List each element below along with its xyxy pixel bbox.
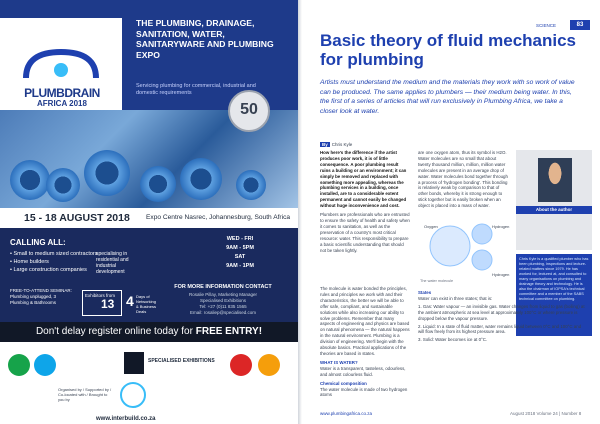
exhibitors-label: Exhibitors from [85, 293, 116, 298]
col3-text-water: Water is a transparent, tasteless, odourless, and almost colourless fluid. [320, 365, 406, 377]
times-line: 9AM - 1PM [226, 263, 254, 269]
article-column-2: are one oxygen atom, thus its symbol is H2O. Water molecules are so small that about twenty thousand million, million, million water molecules are present in an average drop of water. Water molecules bond together through a process of 'hydrogen bonding'. This bonding is relatively weak by comparison to that of other bonds, whereby it is strong enough to stick together but is easily broken when an object is placed into a mass of water. [418, 150, 508, 209]
pipe-end-icon [180, 158, 222, 200]
col1-lead: How here's the difference if the artist produces poor work, it is of little consequence. A poor plumbing result ruins a building or an environment; it can simply be removed and replaced with something more appealing, whereas the plumbing services in a building, once installed, are to a considerable extent permanent and cannot easily be changed without huge inconvenience and cost. [320, 150, 407, 209]
state-item: 3. Solid: Water becomes ice at 0°C. [418, 337, 488, 343]
sponsor-logo [34, 354, 56, 376]
specialising-text: specialising in residential and industrial development [96, 251, 129, 275]
event-venue: Expo Centre Nasrec, Johannesburg, South Africa [146, 214, 291, 221]
times-line: 9AM - 5PM [226, 245, 254, 251]
col3-body: The molecule is water bonded the principles, rules and principles we work with and their characteristics, the better we will be able to offer safe, compliant, and sustainable solutions while also increasing our ability to solve problems. Remember that many aspects of engineering and physics are based on natural phenomena — the natural happens in the natural environment. Plumbing is a division of engineering. We'll begin with the absolute basics. Practical applications of the theories are based in states. [320, 286, 410, 356]
exhibitors-count: 13 [101, 297, 115, 311]
article-title: Basic theory of fluid mechanics for plumbing [320, 31, 577, 69]
register-banner[interactable] [0, 322, 298, 342]
states-heading: States [418, 290, 432, 295]
times-line: SAT [234, 254, 246, 260]
contact-line: Specialised Exhibitions [199, 298, 247, 303]
article-column-3 [320, 286, 410, 398]
register-free-entry: FREE ENTRY! [195, 326, 263, 337]
contact-line: Tel: +27 (0)11 835 1565 [199, 304, 247, 309]
calling-title: CALLING ALL: [10, 238, 66, 247]
section-tag: SCIENCE [536, 23, 557, 28]
sponsor-logo [8, 354, 30, 376]
expo-headline: THE PLUMBING, DRAINAGE, SANITATION, WATER, SANITARYWARE AND PLUMBING EXPO [136, 18, 274, 60]
plumbdrain-logo [0, 18, 122, 110]
register-prefix: Don't delay register online today for [35, 326, 196, 337]
article-intro: Artists must understand the medium and the materials they work with so work of value can be produced. The same applies to plumbers — their medium being water. In this, the first of a series of articles that will run exclusively in Plumbing Africa, we take a closer look at water. [320, 79, 575, 115]
register-text [0, 326, 298, 337]
state-item: 1. Gas: Water vapour — an invisible gas. Water changes from liquid to gas (boiling) at the ambient atmospheric at sea level at approximately 100°C or where pressure is dropped below the vapour pressure. [418, 303, 585, 321]
sponsor-small-print: Organised by / Supported by / Co-located with / Brought to you by [58, 387, 112, 402]
col3-heading-water: WHAT IS WATER? [320, 359, 358, 365]
pipe-end-icon [236, 170, 266, 200]
contact-email-link[interactable]: Email: rosaliep@specialised.com [189, 310, 257, 315]
col3-text-chemical: The water molecule is made of two hydrogen atoms [320, 386, 408, 398]
pipe-end-icon [140, 166, 176, 202]
state-item: 2. Liquid: In a state of fluid matter, water remains liquid between 0°C and 100°C and will flow freely from its highest pressure area. [418, 323, 582, 335]
expo-tagline: Servicing plumbing for commercial, industrial and domestic requirements [136, 83, 256, 96]
hydrogen-atom [472, 250, 492, 270]
molecule-caption: The water molecule [420, 279, 454, 283]
event-dates: 15 - 18 AUGUST 2018 [24, 212, 130, 224]
molecule-label: Oxygen [424, 224, 438, 229]
logo-subtitle: AFRICA 2018 [37, 99, 87, 108]
exhibitors-box [82, 290, 122, 316]
page-number: 83 [570, 20, 590, 30]
article-column-1 [320, 150, 410, 253]
calling-item: • Home builders [10, 259, 49, 265]
molecule-label: Hydrogen [492, 224, 510, 229]
author-card [516, 150, 592, 250]
about-author-label: About the author [516, 206, 592, 214]
pipe-end-icon [84, 150, 130, 196]
oxygen-atom [430, 226, 470, 266]
dates-bar [0, 208, 298, 228]
author-avatar [538, 158, 572, 202]
article-page [302, 0, 600, 424]
author-bio: Chris Kyle is a qualified plumber who has been plumbing, inspections and lecture-related matters since 1979. He has worked for, lectured at, and consulted to many organisations on plumbing and drainage theory and technology. He is also the chairman of IOPSA's technical committee and a member of the SABS technical committee on plumbing. [516, 254, 592, 336]
byline-tag: By [322, 142, 328, 147]
organiser-logo [124, 352, 144, 374]
expo-advert [0, 0, 298, 424]
col3-heading-chemical: Chemical composition [320, 380, 367, 386]
pipe-end-icon [10, 160, 50, 200]
pipe-logo-icon [22, 48, 100, 82]
anniversary-badge [228, 90, 270, 132]
more-info-heading: FOR MORE INFORMATION CONTACT [174, 284, 272, 290]
byline [320, 142, 352, 147]
organiser-name: SPECIALISED EXHIBITIONS [148, 358, 215, 364]
logo-title: PLUMBDRAIN [24, 86, 100, 100]
opening-times [190, 234, 290, 276]
pipe-end-icon [46, 168, 80, 202]
sponsor-logo [230, 354, 252, 376]
badge-number: 50 [240, 101, 258, 118]
molecule-label: Hydrogen [492, 272, 510, 277]
contact-line: Rosalie Pillay, Marketing Manager [189, 292, 257, 297]
times-line: WED - FRI [226, 236, 254, 242]
footer-website-link[interactable]: www.plumbingafrica.co.za [320, 411, 373, 416]
sponsor-strip [0, 342, 298, 424]
days-label: Days of Networking & Business Deals [136, 294, 157, 314]
hydrogen-atom [472, 224, 492, 244]
author-name: Chris Kyle [331, 142, 353, 147]
footer-issue: August 2018 Volume 24 | Number 8 [510, 411, 582, 416]
free-seminar-text: FREE-TO-ATTEND SEMINAR: Plumbing unplugged, 3 Plumbing & Bathrooms [10, 288, 72, 305]
col1-body: Plumbers are professionals who are entrusted to ensure the safety of health and safety when it comes to sanitation, as well as the preservation of a country's most critical resource: water. This responsibility to prepare a basic scientific understanding that should not be taken lightly. [320, 212, 410, 253]
calling-item: • Large construction companies [10, 267, 87, 273]
article-column-4 [418, 290, 588, 343]
interbuild-link[interactable]: www.interbuild.co.za [96, 416, 156, 422]
calling-item: • Small to medium sized contractors [10, 251, 98, 257]
days-count: 4 [126, 293, 134, 309]
fifty-years-icon [120, 382, 146, 408]
water-molecule-diagram [420, 218, 510, 278]
states-intro: Water can exist in three states; that is: [418, 295, 493, 301]
sponsor-logo [258, 354, 280, 376]
